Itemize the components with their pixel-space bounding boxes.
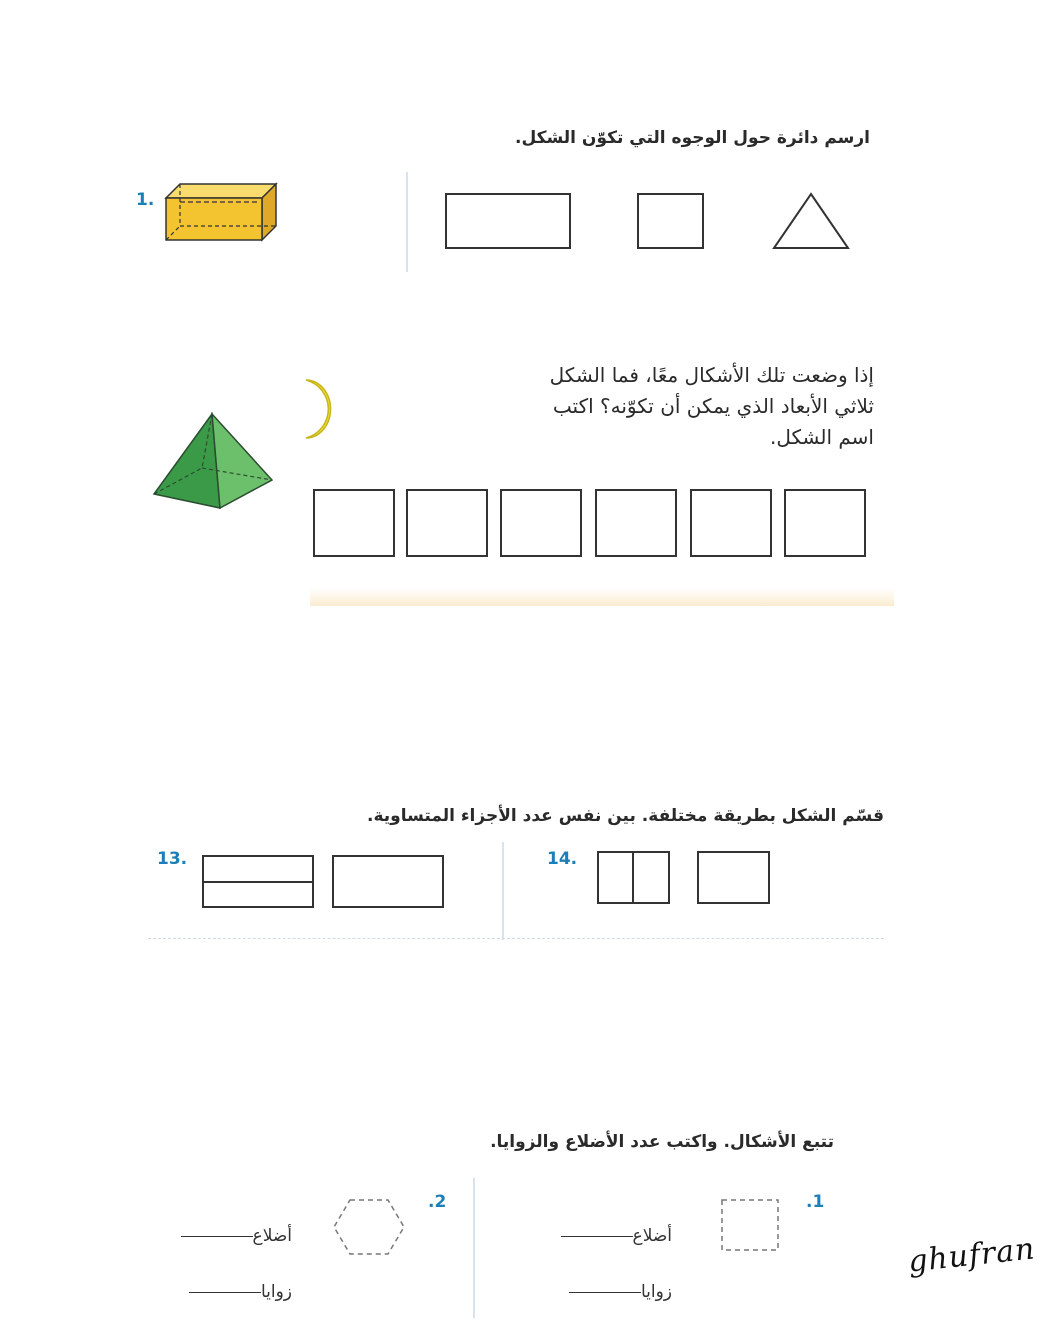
angles-label: زوايا — [260, 1282, 292, 1302]
sides-answer-blank[interactable] — [561, 1236, 633, 1237]
answer-letter-box[interactable] — [690, 489, 772, 557]
section3-divider — [502, 842, 504, 940]
section1-divider — [406, 172, 408, 272]
pyramid-figure — [150, 410, 276, 512]
dashed-square-figure[interactable] — [719, 1197, 781, 1253]
instruction-circle-faces: ارسم دائرة حول الوجوه التي تكوّن الشكل. — [514, 128, 870, 148]
answer-letter-box[interactable] — [595, 489, 677, 557]
section4-divider — [473, 1178, 475, 1318]
dashed-hexagon-figure[interactable] — [332, 1196, 406, 1258]
problem-number-14: 14. — [547, 849, 578, 869]
answer-letter-box[interactable] — [784, 489, 866, 557]
rectangular-prism-figure — [160, 178, 282, 244]
rectangle-face-option[interactable] — [445, 193, 571, 249]
question-line-1: إذا وضعت تلك الأشكال معًا، فما الشكل — [549, 363, 874, 387]
problem-number-1: 1. — [136, 190, 155, 210]
problem-number-1-trace: .1 — [806, 1192, 825, 1212]
sides-label: أضلاع — [252, 1226, 292, 1246]
question-3d-shape — [354, 360, 874, 453]
instruction-trace-shapes: تتبع الأشكال. واكتب عدد الأضلاع والزوايا. — [490, 1132, 834, 1152]
triangle-face-option[interactable] — [770, 190, 852, 252]
sides-answer-row — [553, 1226, 672, 1246]
section3-bottom-rule — [148, 938, 884, 940]
instruction-divide-shape: قسّم الشكل بطريقة مختلفة. بين نفس عدد الأجزاء المتساوية. — [367, 806, 884, 826]
question-line-2: ثلاثي الأبعاد الذي يمكن أن تكوّنه؟ اكتب — [552, 394, 874, 418]
handwritten-signature: ghufran — [906, 1231, 1037, 1280]
cropped-bottom-strip — [310, 588, 894, 606]
angles-answer-blank[interactable] — [189, 1292, 261, 1293]
problem-number-13: 13. — [157, 849, 188, 869]
angles-answer-row — [181, 1282, 292, 1302]
square-face-option[interactable] — [637, 193, 704, 249]
sides-answer-row — [173, 1226, 292, 1246]
angles-answer-blank[interactable] — [569, 1292, 641, 1293]
angles-label: زوايا — [640, 1282, 672, 1302]
sides-answer-blank[interactable] — [181, 1236, 253, 1237]
divided-square-example — [597, 851, 670, 904]
sides-label: أضلاع — [632, 1226, 672, 1246]
answer-letter-box[interactable] — [313, 489, 395, 557]
divided-rectangle-example — [202, 855, 314, 908]
problem-number-2: .2 — [428, 1192, 447, 1212]
rectangle-to-divide[interactable] — [332, 855, 444, 908]
square-to-divide[interactable] — [697, 851, 770, 904]
answer-letter-box[interactable] — [406, 489, 488, 557]
question-line-3: اسم الشكل. — [769, 425, 874, 449]
angles-answer-row — [561, 1282, 672, 1302]
answer-letter-box[interactable] — [500, 489, 582, 557]
moon-decoration-icon — [306, 374, 346, 444]
